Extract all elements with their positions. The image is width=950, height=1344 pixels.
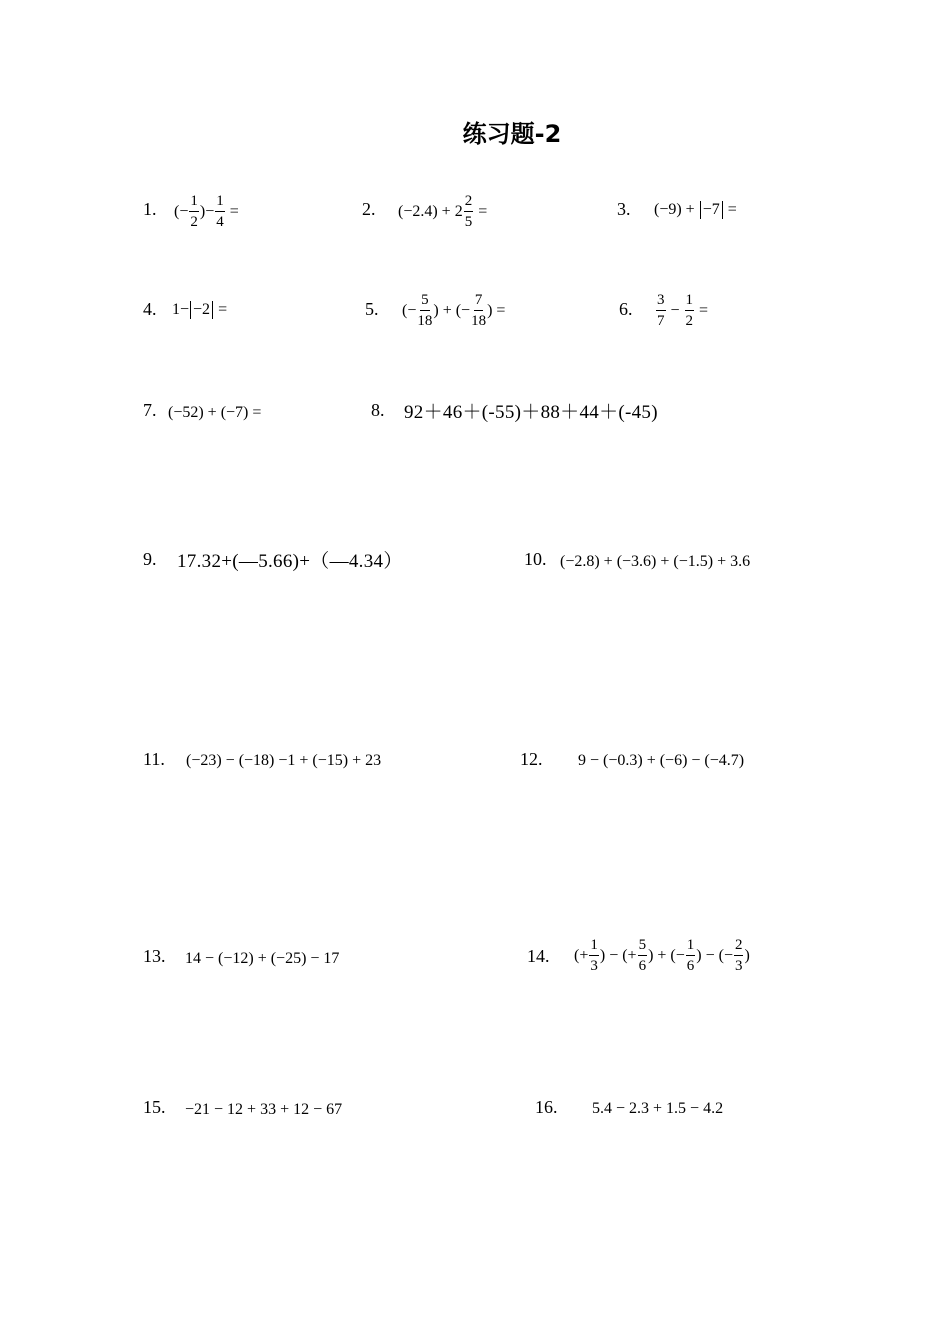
problem-13-number: 13. — [143, 946, 166, 966]
problem-4-number: 4. — [143, 299, 157, 319]
fraction: $\frac{3}{7}$ — [657, 292, 665, 329]
problem-11-number: 11. — [143, 749, 165, 769]
problem-11-expression: (−23) − (−18) −1 + (−15) + 23 — [186, 752, 382, 769]
problem-3-expression: (−9) + −7 = — [654, 201, 737, 218]
problem-9-expression: 17.32+(—5.66)+（—4.34） — [177, 551, 403, 572]
problem-12-number: 12. — [520, 749, 543, 769]
problem-6-number: 6. — [619, 299, 633, 319]
problem-15-expression: −21 − 12 + 33 + 12 − 67 — [185, 1101, 343, 1118]
page-title: 练习题-2 — [462, 120, 562, 148]
fraction: $\frac{1}{4}$ — [216, 193, 224, 230]
problem-14-expression: (+ $\frac{1}{3}$ ) − (+ $\frac{5}{6}$ ) + (− $\frac{1}{6}$ ) − (− $\frac{2}{3}$ ) — [574, 937, 750, 974]
problem-16-expression: 5.4 − 2.3 + 1.5 − 4.2 — [592, 1100, 724, 1117]
fraction: $\frac{2}{3}$ — [734, 937, 743, 974]
problem-16-number: 16. — [535, 1097, 558, 1117]
fraction: $\frac{7}{18}$ — [471, 292, 487, 329]
problem-10-number: 10. — [524, 549, 547, 569]
problem-3-number: 3. — [617, 199, 631, 219]
fraction: $\frac{5}{6}$ — [638, 937, 647, 974]
problem-12-expression: 9 − (−0.3) + (−6) − (−4.7) — [578, 752, 745, 769]
fraction: $\frac{1}{3}$ — [590, 937, 598, 974]
fraction: $\frac{2}{5}$ — [464, 193, 473, 230]
fraction: $\frac{1}{2}$ — [685, 292, 694, 329]
problem-2-number: 2. — [362, 199, 376, 219]
problem-8-number: 8. — [371, 400, 385, 420]
problem-2-expression: (−2.4) + 2 $\frac{2}{5}$ = — [398, 193, 488, 230]
problem-4-expression: 1− −2 = — [172, 301, 228, 318]
absolute-value: −2 — [190, 301, 213, 319]
problem-1-number: 1. — [143, 199, 157, 219]
problem-1-expression: (− $\frac{1}{2}$ )− $\frac{1}{4}$ = — [174, 193, 239, 230]
problem-8-expression: 92＋46＋(-55)＋88＋44＋(-45) — [404, 402, 658, 423]
problem-9-number: 9. — [143, 549, 157, 569]
problem-5-number: 5. — [365, 299, 379, 319]
problem-10-expression: (−2.8) + (−3.6) + (−1.5) + 3.6 — [560, 553, 751, 570]
problem-15-number: 15. — [143, 1097, 166, 1117]
problem-7-number: 7. — [143, 400, 157, 420]
problem-7-expression: (−52) + (−7) = — [168, 404, 262, 421]
fraction: $\frac{1}{6}$ — [686, 937, 695, 974]
problem-13-expression: 14 − (−12) + (−25) − 17 — [185, 950, 340, 967]
fraction: $\frac{5}{18}$ — [417, 292, 433, 329]
absolute-value: −7 — [700, 201, 723, 219]
problem-6-expression: $\frac{3}{7}$ − $\frac{1}{2}$ = — [657, 292, 709, 329]
problem-14-number: 14. — [527, 946, 550, 966]
fraction: $\frac{1}{2}$ — [190, 193, 198, 230]
problem-5-expression: (− $\frac{5}{18}$ ) + (− $\frac{7}{18}$ ) = — [402, 292, 506, 329]
